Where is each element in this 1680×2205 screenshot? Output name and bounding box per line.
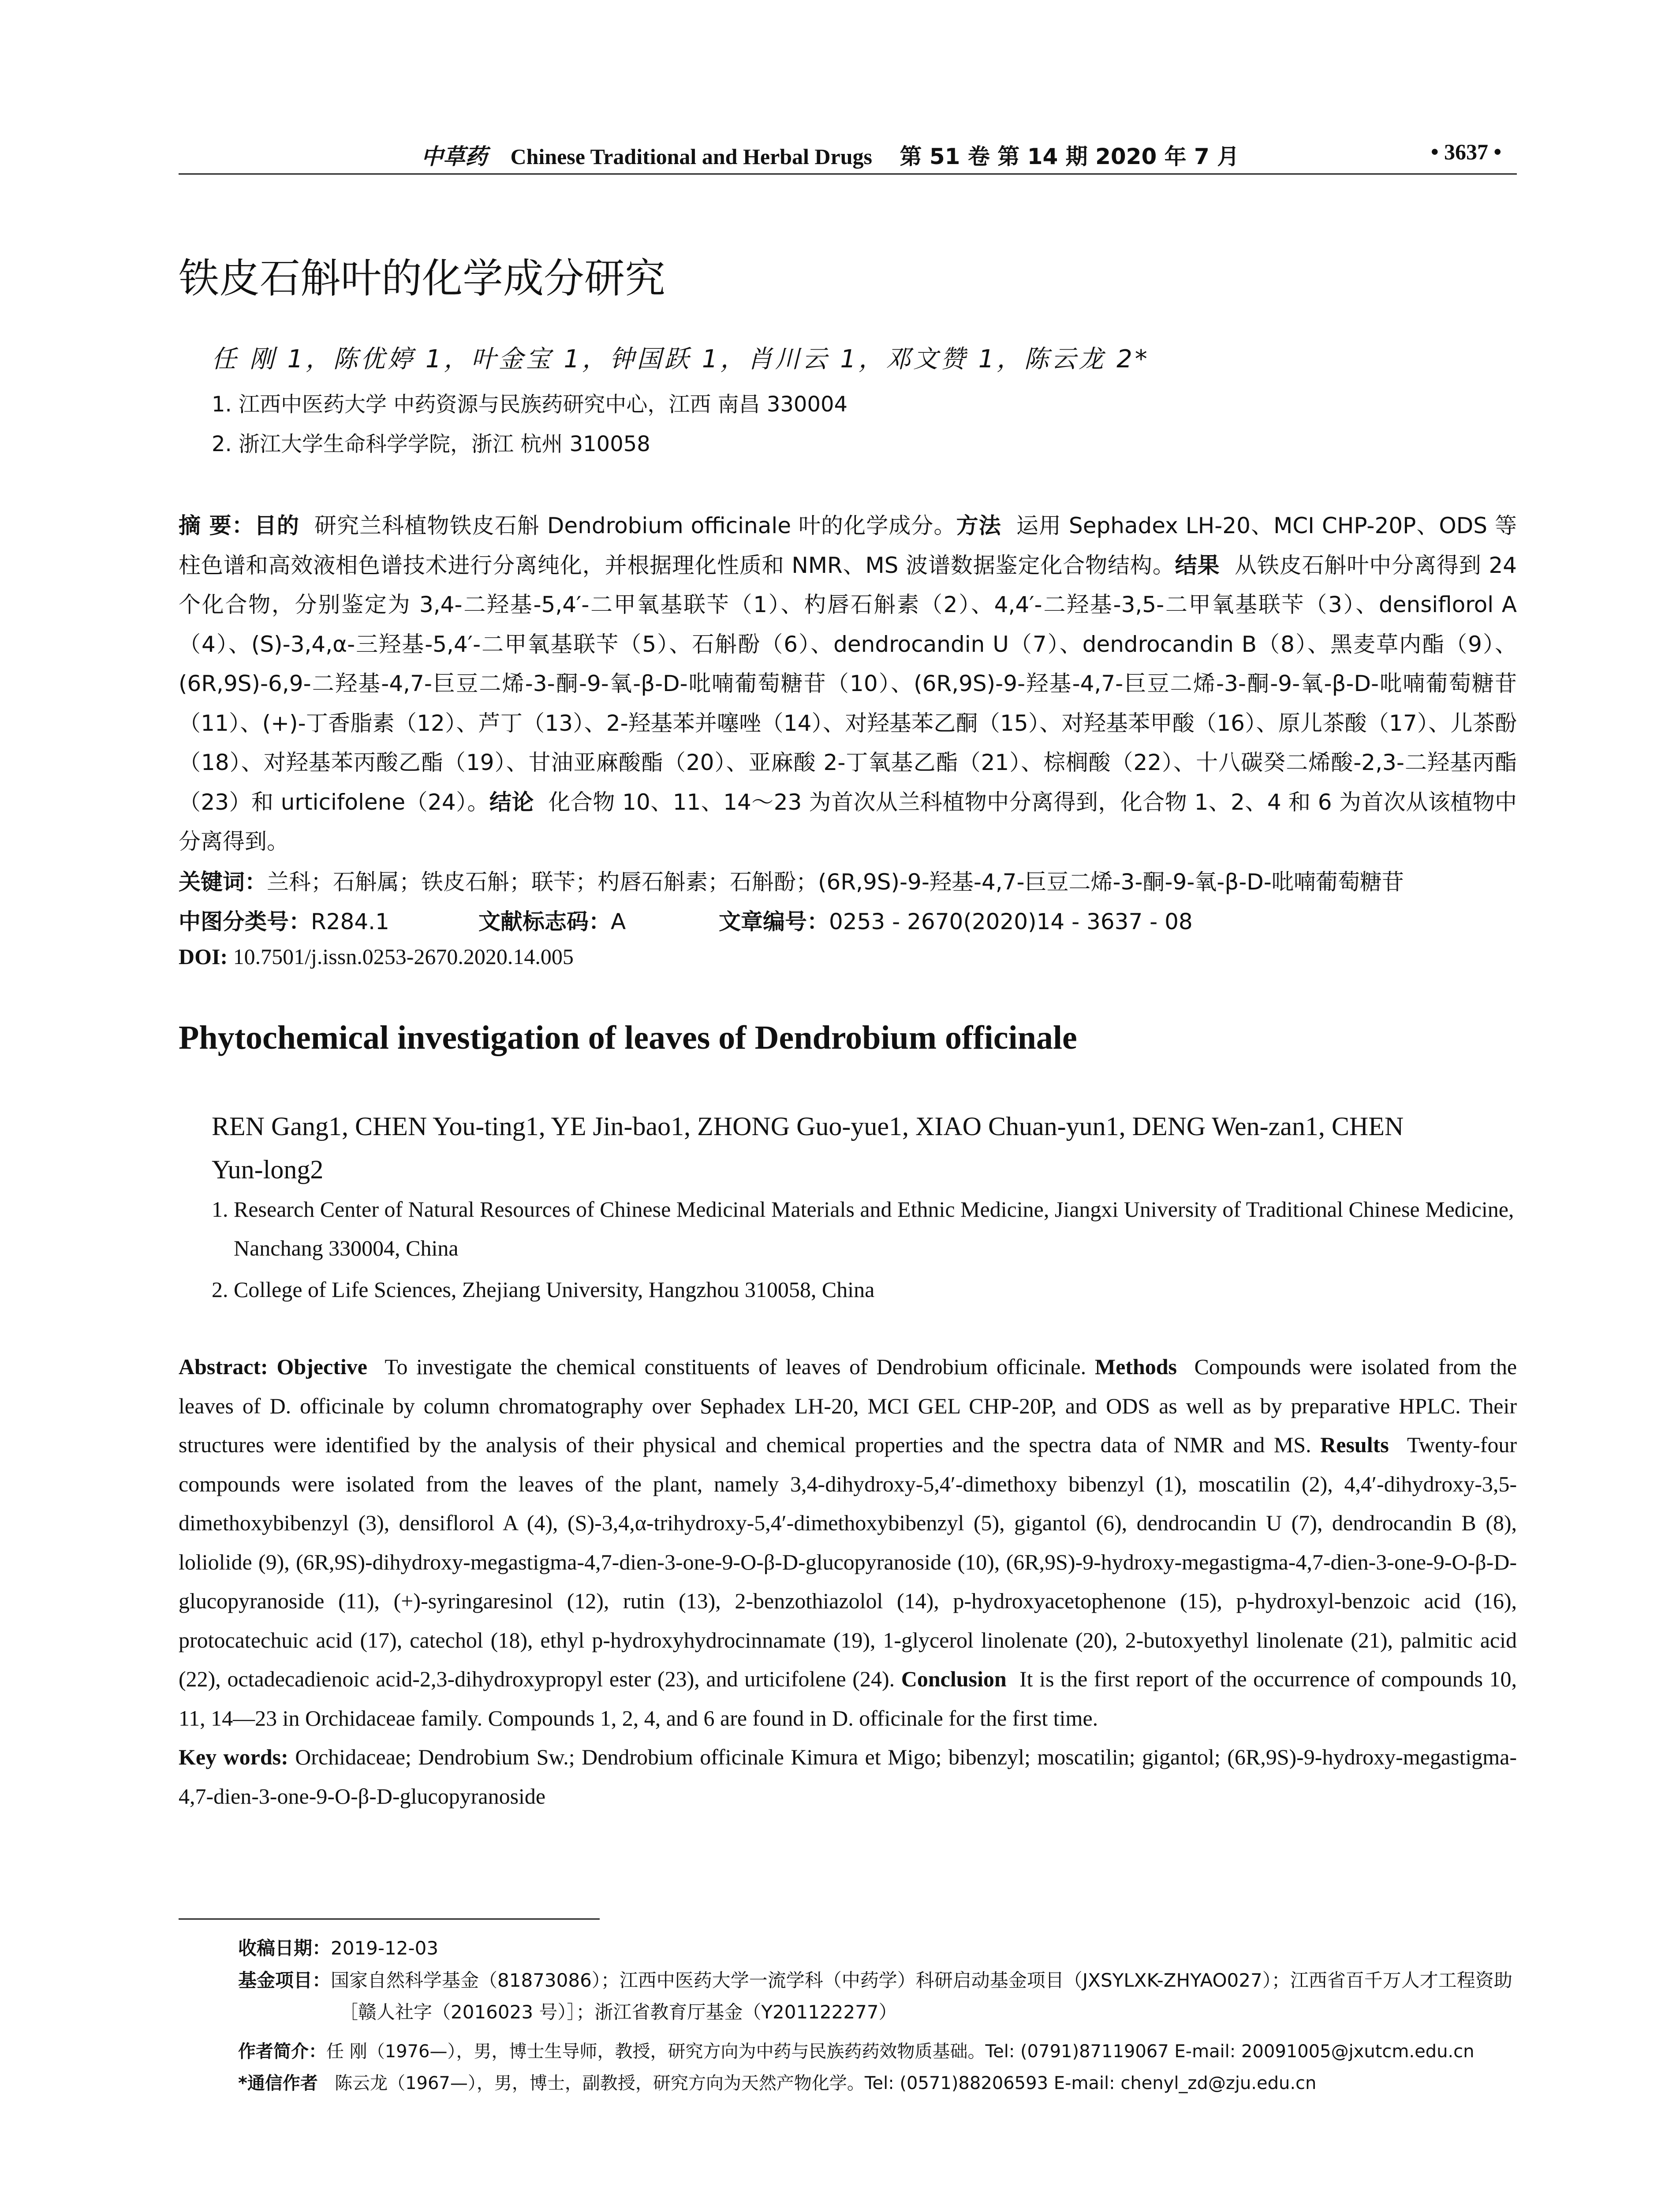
en-authors (212, 1105, 1517, 1191)
article-no-label: 文章编号： (719, 909, 829, 934)
en-affiliation-1-text: 1. Research Center of Natural Resources of Chinese Medicinal Materials and Ethnic Medicine, Jiangxi University of Traditional Chinese Medicine, Nanchang 330004, China (212, 1197, 1514, 1260)
en-keywords-text: Orchidaceae; Dendrobium Sw.; Dendrobium officinale Kimura et Migo; bibenzyl; moscatilin; gigantol; (6R,9S)-9-hydroxy-megastigma-4,7-dien-3-one-9-O-β-D-glucopyranoside (179, 1745, 1517, 1809)
doc-code-value: A (611, 909, 626, 934)
clc-value: R284.1 (311, 909, 389, 934)
running-header (421, 139, 1239, 171)
cn-affiliation-2: 2. 浙江大学生命科学学院，浙江 杭州 310058 (212, 432, 650, 456)
footnote-rule (179, 1918, 600, 1920)
en-methods-text: Compounds were isolated from the leaves of D. officinale by column chromatography over Sephadex LH-20, MCI GEL CHP-20P, and ODS as well as by preparative HPLC. Their structures were identified by the analysis of their physical and chemical properties and the spectra data of NMR and MS. (179, 1354, 1517, 1457)
en-conclusion-text: It is the first report of the occurrence of compounds 10, 11, 14—23 in Orchidaceae family. Compounds 1, 2, 4, and 6 are found in D. officinale for the first time. (179, 1667, 1517, 1730)
journal-en-name: Chinese Traditional and Herbal Drugs (510, 144, 872, 169)
en-affiliation-2 (212, 1270, 1517, 1309)
en-authors-line-1: REN Gang1, CHEN You-ting1, YE Jin-bao1, ZHONG Guo-yue1, XIAO Chuan-yun1, DENG Wen-zan1, CHEN (212, 1112, 1404, 1141)
en-keywords-label: Key words: (179, 1745, 288, 1769)
cn-classification (179, 904, 389, 936)
cn-affiliation-1: 1. 江西中医药大学 中药资源与民族药研究中心，江西 南昌 330004 (212, 392, 848, 417)
en-abstract-label: Abstract: (179, 1354, 268, 1379)
cn-authors: 任 刚 1，陈优婷 1，叶金宝 1，钟国跃 1，肖川云 1，邓文赞 1，陈云龙 2* (212, 345, 1150, 374)
cn-objective-label: 目的 (254, 513, 299, 538)
received-date: 2019-12-03 (331, 1937, 439, 1959)
article-no-value: 0253 - 2670(2020)14 - 3637 - 08 (829, 909, 1193, 934)
cn-results-label: 结果 (1175, 552, 1220, 578)
cn-objective-text: 研究兰科植物铁皮石斛 Dendrobium officinale 叶的化学成分。 (314, 513, 956, 538)
cn-article-no (719, 904, 1193, 936)
en-title: Phytochemical investigation of leaves of Dendrobium officinale (179, 1019, 1077, 1056)
footnote-fund (238, 1965, 1517, 2028)
footnote-author (238, 2037, 1517, 2063)
en-affiliation-1 (212, 1190, 1517, 1267)
doi-value[interactable]: 10.7501/j.issn.0253-2670.2020.14.005 (233, 944, 574, 969)
en-results-text: Twenty-four compounds were isolated from the leaves of the plant, namely 3,4-dihydroxy-5,4′-dimethoxy bibenzyl (1), moscatilin (2), 4,4′-dihydroxy-3,5-dimethoxybibenzyl (3), densiflorol A (4), (S)-3,4,α-trihydroxy-5,4′-dimethoxybibenzyl (5), gigantol (6), dendrocandin U (7), dendrocandin B (8), loliolide (9), (6R,9S)-dihydroxy-megastigma-4,7-dien-3-one-9-O-β-D-glucopyranoside (10), (6R,9S)-9-hydroxy-megastigma-4,7-dien-3-one-9-O-β-D-glucopyranoside (11), (+)-syringaresinol (12), rutin (13), 2-benzothiazolol (14), p-hydroxyacetophenone (15), p-hydroxyl-benzoic acid (16), protocatechuic acid (17), catechol (18), ethyl p-hydroxyhydrocinnamate (19), 1-glycerol linolenate (20), 2-butoxyethyl linolenate (21), palmitic acid (22), octadecadienoic acid-2,3-dihydroxypropyl ester (23), and urticifolene (24). (179, 1432, 1517, 1691)
en-conclusion-label: Conclusion (901, 1667, 1007, 1691)
issue-info: 第 51 卷 第 14 期 2020 年 7 月 (900, 144, 1239, 169)
corresponding-text: 陈云龙（1967—），男，博士，副教授，研究方向为天然产物化学。Tel: (0571)88206593 E-mail: chenyl_zd@zju.edu.cn (335, 2073, 1317, 2093)
page-number: • 3637 • (1431, 139, 1502, 164)
cn-doc-code (478, 904, 626, 936)
footnote-received (238, 1934, 438, 1960)
cn-keywords-label: 关键词： (179, 869, 267, 895)
author-bio-text: 任 刚（1976—），男，博士生导师，教授，研究方向为中药与民族药药效物质基础。Tel: (0791)87119067 E-mail: 20091005@jxutcm.edu.cn (326, 2041, 1475, 2062)
en-objective-label: Objective (276, 1354, 367, 1379)
cn-keywords-text: 兰科；石斛属；铁皮石斛；联苄；杓唇石斛素；石斛酚；(6R,9S)-9-羟基-4,7-巨豆二烯-3-酮-9-氧-β-D-吡喃葡萄糖苷 (267, 869, 1404, 895)
author-bio-label: 作者简介： (238, 2041, 326, 2062)
doc-code-label: 文献标志码： (478, 909, 611, 934)
clc-label: 中图分类号： (179, 909, 311, 934)
en-abstract (179, 1347, 1517, 1816)
header-rule (179, 173, 1517, 175)
footnote-corresponding (238, 2069, 1316, 2094)
cn-methods-text: 运用 Sephadex LH-20、MCI CHP-20P、ODS 等柱色谱和高效液相色谱技术进行分离纯化，并根据理化性质和 NMR、MS 波谱数据鉴定化合物结构。 (179, 513, 1517, 578)
cn-title: 铁皮石斛叶的化学成分研究 (179, 255, 666, 302)
en-results-label: Results (1320, 1432, 1389, 1457)
cn-results-text: 从铁皮石斛叶中分离得到 24 个化合物，分别鉴定为 3,4-二羟基-5,4′-二甲氧基联苄（1）、杓唇石斛素（2）、4,4′-二羟基-3,5-二甲氧基联苄（3）、densiflorol A（4）、(S)-3,4,α-三羟基-5,4′-二甲氧基联苄（5）、石斛酚（6）、dendrocandin U（7）、dendrocandin B（8）、黑麦草内酯（9）、(6R,9S)-6,9-二羟基-4,7-巨豆二烯-3-酮-9-氧-β-D-吡喃葡萄糖苷（10）、(6R,9S)-9-羟基-4,7-巨豆二烯-3-酮-9-氧-β-D-吡喃葡萄糖苷（11）、(+)-丁香脂素（12）、芦丁（13）、2-羟基苯并噻唑（14）、对羟基苯乙酮（15）、对羟基苯甲酸（16）、原儿茶酸（17）、儿茶酚（18）、对羟基苯丙酸乙酯（19）、甘油亚麻酸酯（20）、亚麻酸 2-丁氧基乙酯（21）、棕榈酸（22）、十八碳癸二烯酸-2,3-二羟基丙酯（23）和 urticifolene（24）。 (179, 552, 1517, 815)
en-objective-text: To investigate the chemical constituents of leaves of Dendrobium officinale. (385, 1354, 1086, 1379)
corresponding-label: *通信作者 (238, 2073, 318, 2093)
en-methods-label: Methods (1094, 1354, 1177, 1379)
doi-label: DOI: (179, 944, 228, 969)
cn-abstract-label: 摘 要： (179, 513, 254, 538)
fund-text: 国家自然科学基金（81873086）；江西中医药大学一流学科（中药学）科研启动基金项目（JXSYLXK-ZHYAO027）；江西省百千万人才工程资助［赣人社字（2016023 号）］；浙江省教育厅基金（Y201122277） (331, 1970, 1512, 2023)
cn-conclusion-text: 化合物 10、11、14～23 为首次从兰科植物中分离得到，化合物 1、2、4 和 6 为首次从该植物中分离得到。 (179, 789, 1517, 854)
fund-label: 基金项目： (238, 1970, 331, 1991)
en-authors-line-2: Yun-long2 (212, 1155, 324, 1184)
cn-conclusion-label: 结论 (489, 789, 534, 815)
doi (179, 944, 574, 969)
cn-keywords (179, 864, 1404, 896)
cn-abstract (179, 506, 1517, 862)
en-affiliation-2-text: 2. College of Life Sciences, Zhejiang University, Hangzhou 310058, China (212, 1277, 875, 1302)
journal-cn-name: 中草药 (421, 143, 487, 169)
received-label: 收稿日期： (238, 1937, 331, 1959)
cn-methods-label: 方法 (956, 513, 1001, 538)
